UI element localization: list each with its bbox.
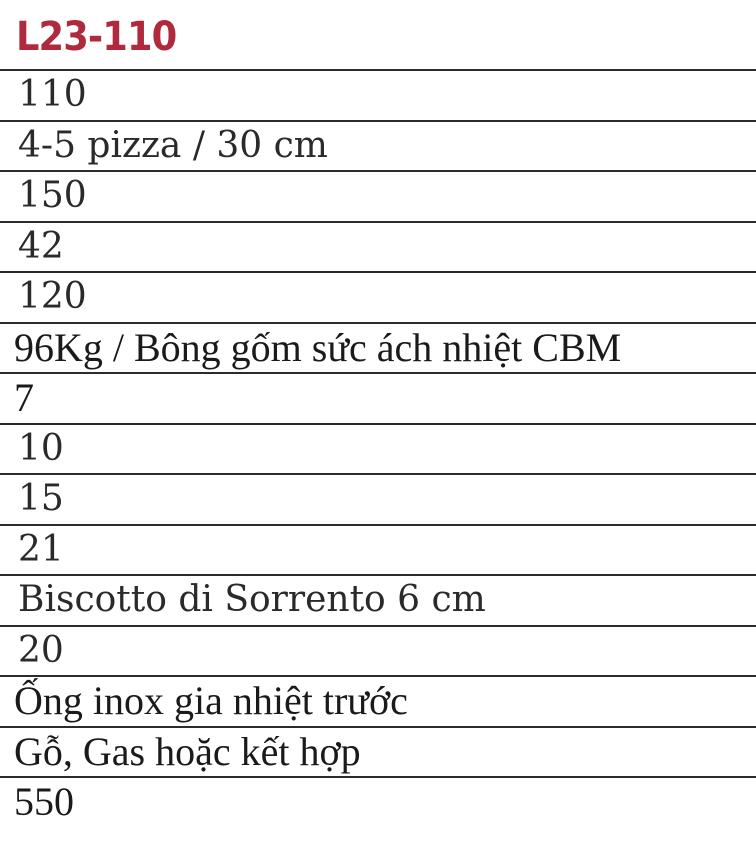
spec-row-11: Biscotto di Sorrento 6 cm <box>0 574 756 625</box>
spec-row-8: 10 <box>0 423 756 474</box>
spec-title: L23-110 <box>16 14 177 60</box>
spec-row-14: Gỗ, Gas hoặc kết hợp <box>0 726 756 777</box>
spec-table <box>0 69 756 827</box>
spec-row-1: 110 <box>0 69 756 120</box>
spec-row-7: 7 <box>0 372 756 423</box>
spec-row-10: 21 <box>0 524 756 575</box>
spec-row-12: 20 <box>0 625 756 676</box>
spec-row-5: 120 <box>0 271 756 322</box>
spec-row-6: 96Kg / Bông gốm sức ách nhiệt CBM <box>0 322 756 373</box>
spec-row-13: Ống inox gia nhiệt trước <box>0 675 756 726</box>
spec-row-4: 42 <box>0 221 756 272</box>
spec-row-9: 15 <box>0 473 756 524</box>
spec-row-2: 4-5 pizza / 30 cm <box>0 120 756 171</box>
spec-row-15: 550 <box>0 776 756 827</box>
spec-row-3: 150 <box>0 170 756 221</box>
